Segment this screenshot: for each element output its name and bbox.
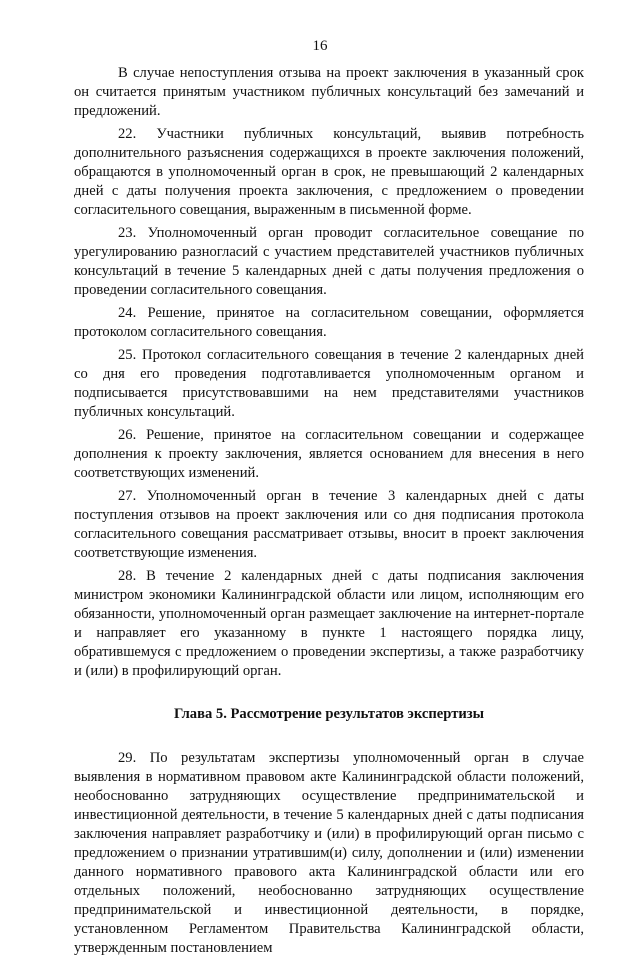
paragraph-25: 25. Протокол согласительного совещания в течение 2 календарных дней со дня его проведения подготавливается уполномоченным органом и подписывается присутствовавшими на нем представителями участников публичных консультаций. [74, 347, 584, 420]
paragraph-23: 23. Уполномоченный орган проводит согласительное совещание по урегулированию разногласий с участием представителей участников публичных консультаций в течение 5 календарных дней с даты получения предложения о проведении согласительного совещания. [74, 225, 584, 298]
page-number: 16 [312, 38, 328, 54]
paragraph-24: 24. Решение, принятое на согласительном совещании, оформляется протоколом согласительного совещания. [74, 305, 584, 340]
paragraph-22: 22. Участники публичных консультаций, выявив потребность дополнительного разъяснения содержащихся в проекте заключения положений, обращаются в уполномоченный орган в срок, не превышающий 2 календарных дней с даты получения проекта заключения, с предложением о проведении согласительного совещания, выраженным в письменной форме. [74, 126, 584, 218]
paragraph-27: 27. Уполномоченный орган в течение 3 календарных дней с даты поступления отзывов на проект заключения или со дня подписания протокола согласительного совещания рассматривает отзывы, вносит в проект заключения соответствующие изменения. [74, 488, 584, 561]
paragraph-no-response: В случае непоступления отзыва на проект заключения в указанный срок он считается принятым участником публичных консультаций без замечаний и предложений. [74, 65, 584, 119]
paragraph-26: 26. Решение, принятое на согласительном совещании и содержащее дополнения к проекту заключения, является основанием для внесения в него соответствующих изменений. [74, 427, 584, 481]
paragraph-29: 29. По результатам экспертизы уполномоченный орган в случае выявления в нормативном правовом акте Калининградской области положений, необоснованно затрудняющих осуществление предпринимательской и инвестиционной деятельности, в течение 5 календарных дней с даты подписания заключения направляет разработчику и (или) в профилирующий орган письмо с предложением о признании утратившим(и) силу, дополнении и (или) изменении данного нормативного правового акта Калининградской области или его отдельных положений, необоснованно затрудняющих осуществление предпринимательской и инвестиционной деятельности, в порядке, установленном Регламентом Правительства Калининградской области, утвержденным постановлением [74, 750, 584, 956]
document-body [74, 64, 584, 962]
paragraph-28: 28. В течение 2 календарных дней с даты подписания заключения министром экономики Калининградской области или лицом, исполняющим его обязанности, уполномоченный орган размещает заключение на интернет-портале и направляет его указанному в пункте 1 настоящего порядка лицу, обратившемуся с предложением о проведении экспертизы, а также разработчику и (или) в профилирующий орган. [74, 568, 584, 679]
chapter-heading: Глава 5. Рассмотрение результатов экспертизы [173, 706, 485, 722]
